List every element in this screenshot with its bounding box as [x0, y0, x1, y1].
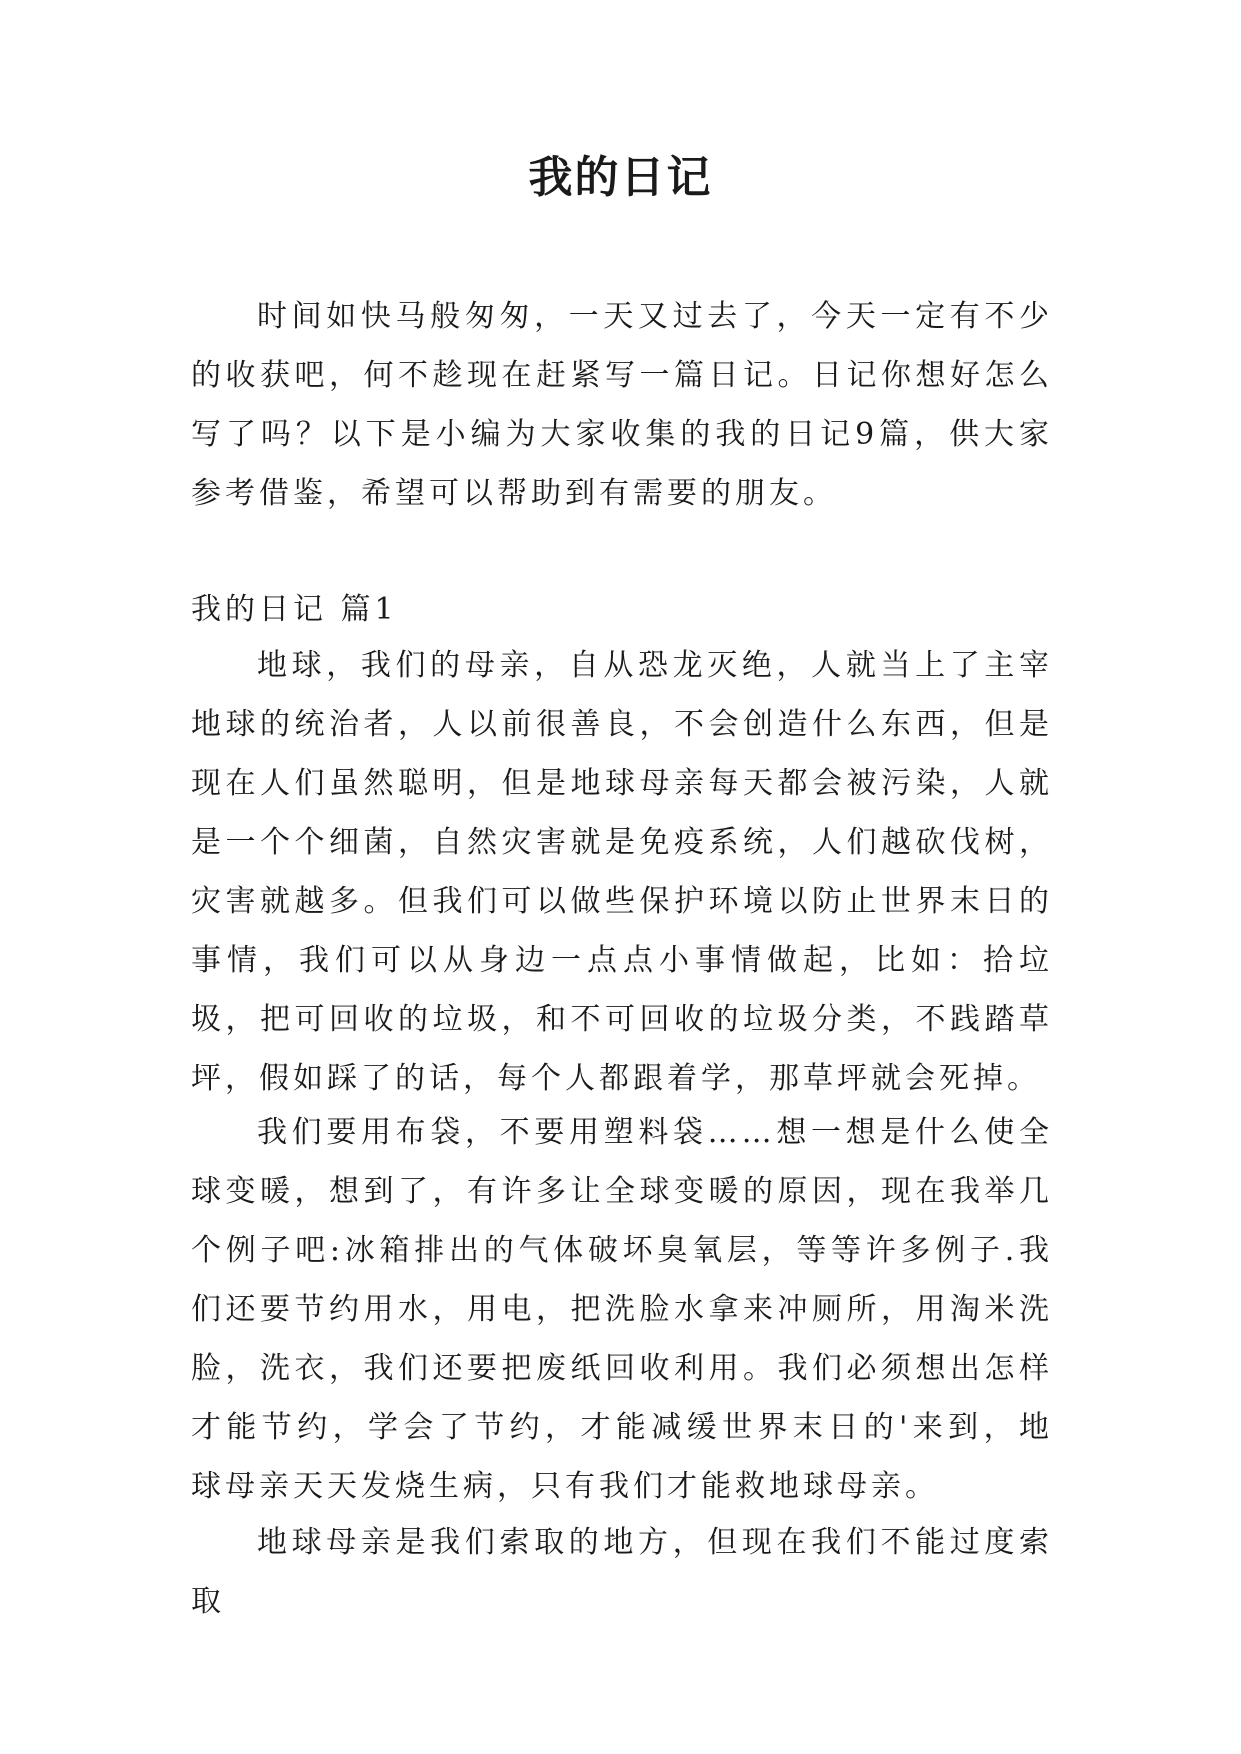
body-paragraph: 地球，我们的母亲，自从恐龙灭绝，人就当上了主宰地球的统治者，人以前很善良，不会创造什么东西，但是现在人们虽然聪明，但是地球母亲每天都会被污染，人就是一个个细菌，自然灾害就是免疫系统，人们越砍伐树，灾害就越多。但我们可以做些保护环境以防止世界末日的事情，我们可以从身边一点点小事情做起，比如：拾垃圾，把可回收的垃圾，和不可回收的垃圾分类，不践踏草坪，假如踩了的话，每个人都跟着学，那草坪就会死掉。 — [191, 648, 1053, 1096]
intro-paragraph: 时间如快马般匆匆，一天又过去了，今天一定有不少的收获吧，何不趁现在赶紧写一篇日记。日记你想好怎么写了吗？以下是小编为大家收集的我的日记9篇，供大家参考借鉴，希望可以帮助到有需要的朋友。 — [191, 299, 1053, 511]
document-title: 我的日记 — [528, 152, 713, 203]
body-paragraph: 我们要用布袋，不要用塑料袋……想一想是什么使全球变暖，想到了，有许多让全球变暖的原因，现在我举几个例子吧:冰箱排出的气体破坏臭氧层，等等许多例子.我们还要节约用水，用电，把洗脸水拿来冲厕所，用淘米洗脸，洗衣，我们还要把废纸回收利用。我们必须想出怎样才能节约，学会了节约，才能减缓世界末日的'来到，地球母亲天天发烧生病，只有我们才能救地球母亲。 — [191, 1115, 1053, 1504]
section-heading: 我的日记 篇1 — [191, 592, 398, 627]
body-paragraph: 地球母亲是我们索取的地方，但现在我们不能过度索取 — [191, 1525, 1053, 1619]
